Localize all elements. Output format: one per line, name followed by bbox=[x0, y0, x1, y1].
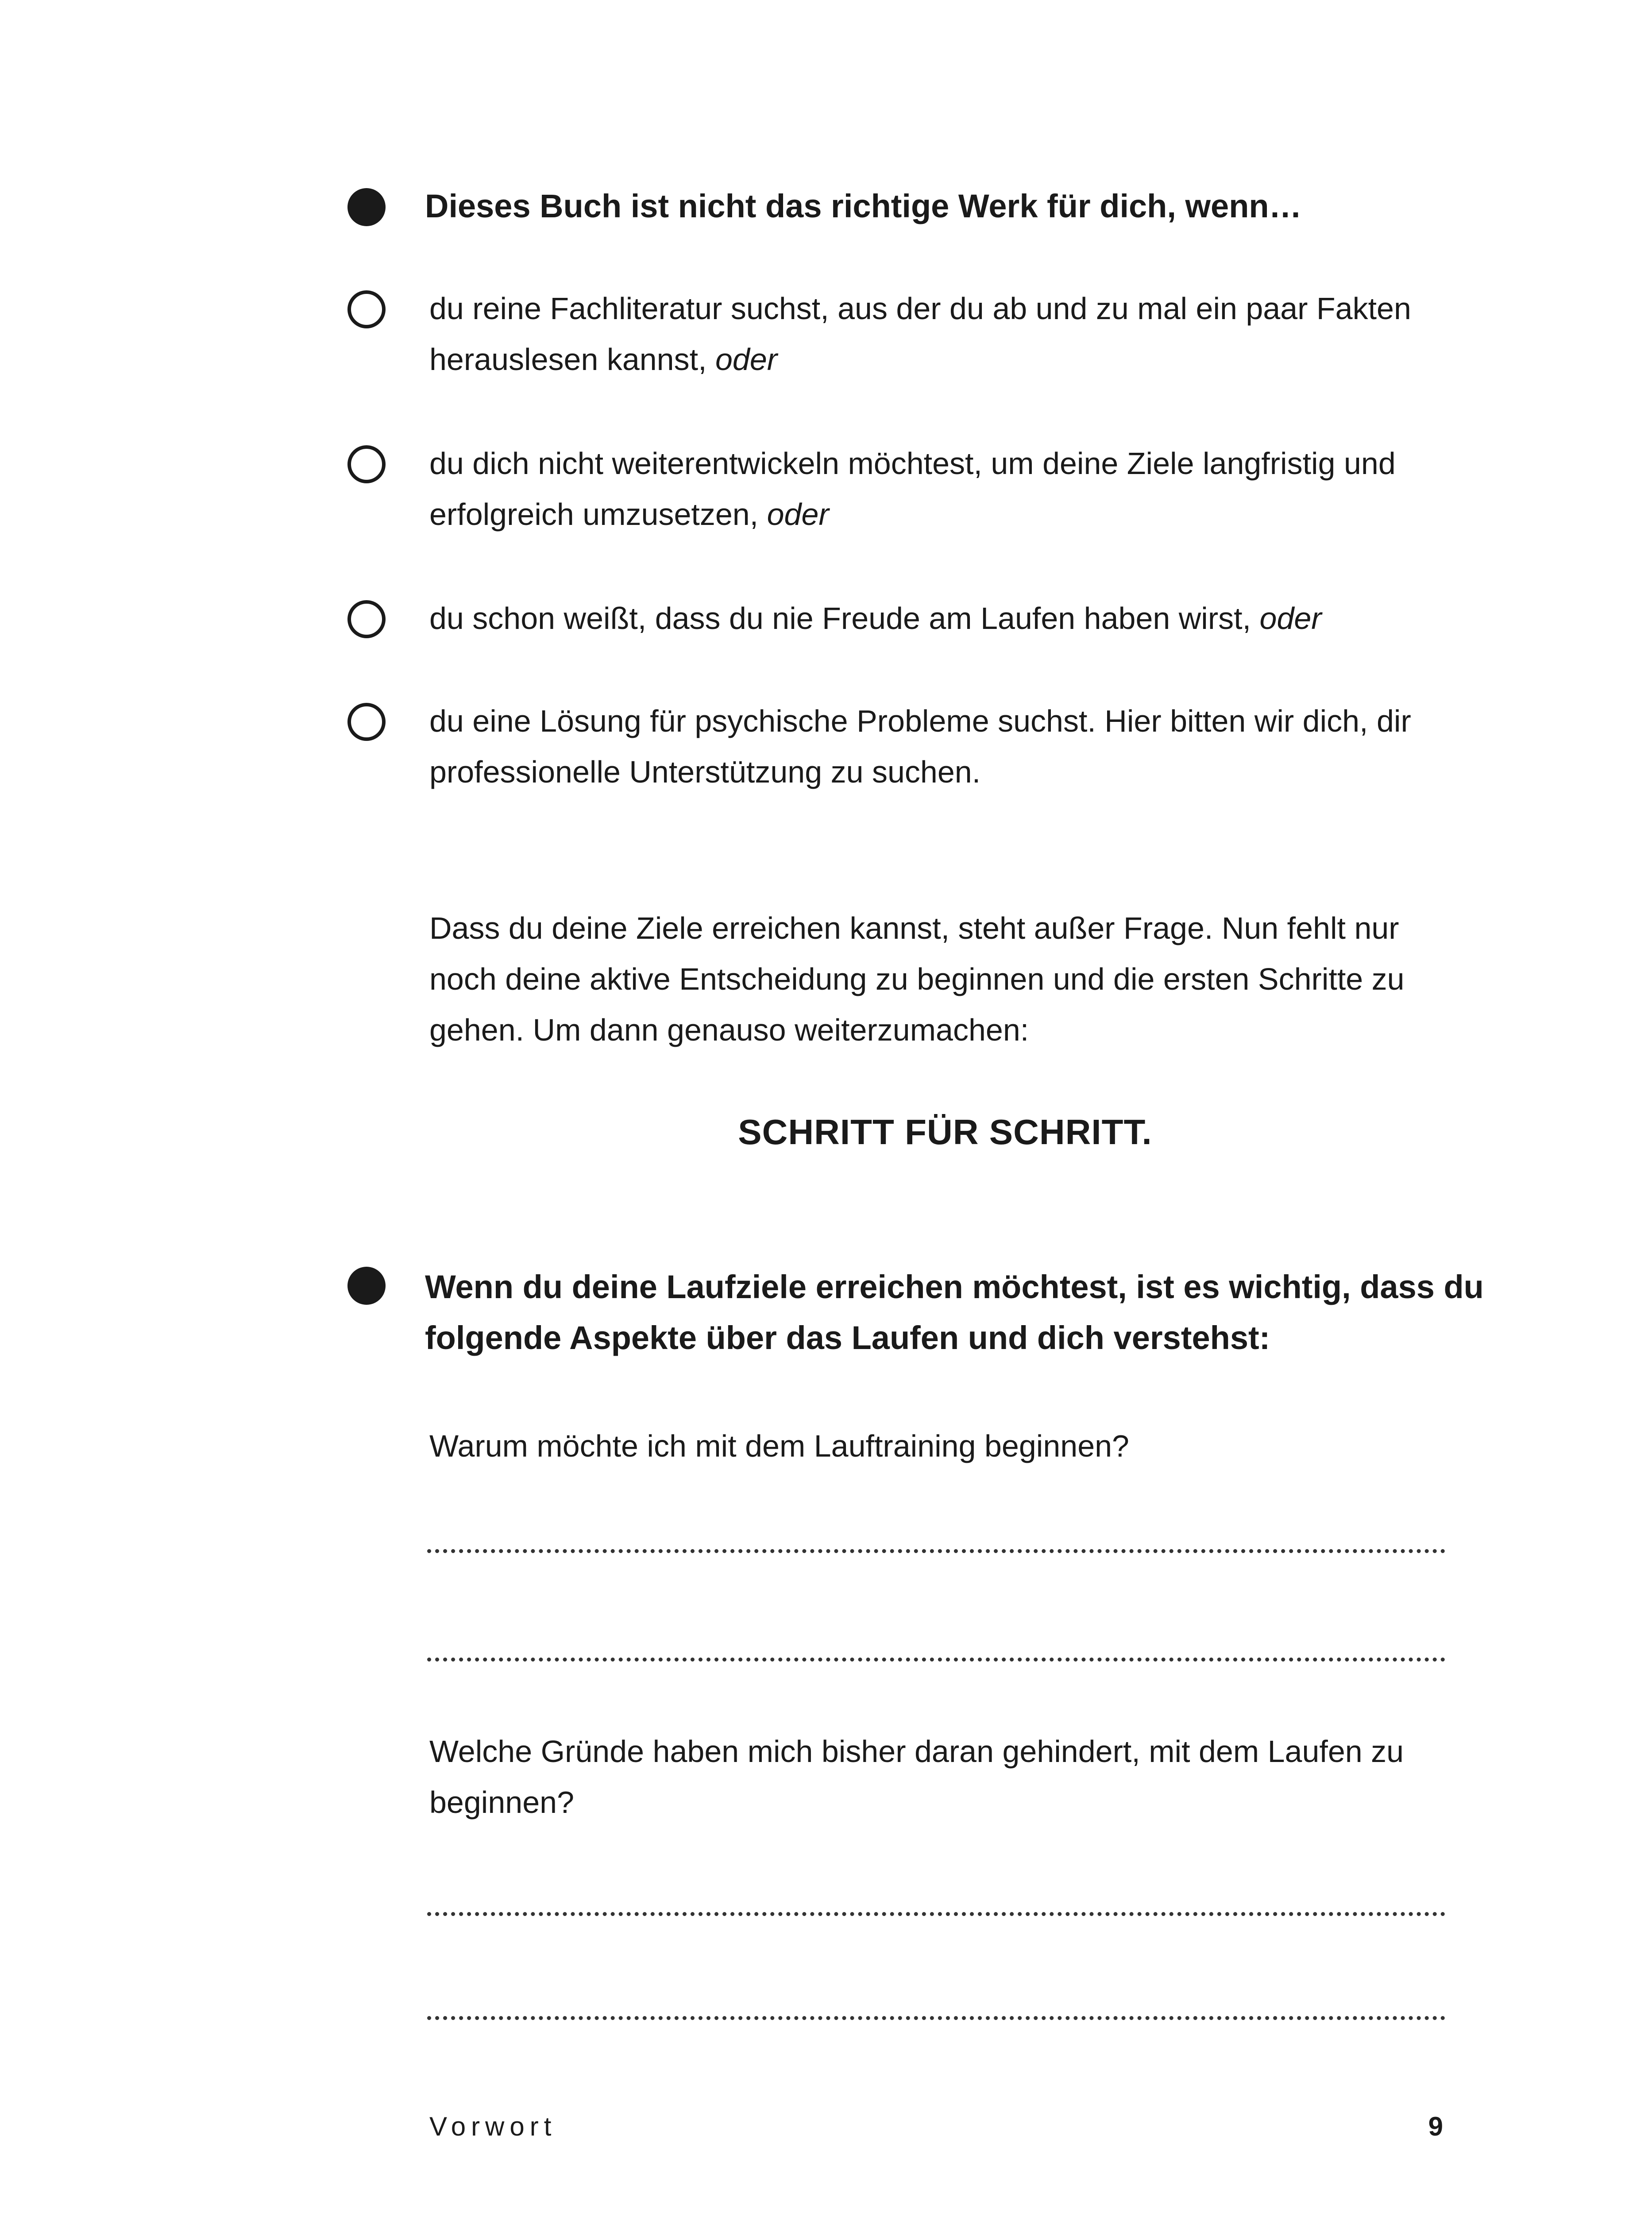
checkbox-circle-icon[interactable] bbox=[347, 445, 386, 483]
page-number: 9 bbox=[1428, 2112, 1443, 2141]
list-item: du dich nicht weiterentwickeln möchtest, um deine Ziele langfristig und erfolgreich umzusetzen, oder bbox=[429, 446, 1396, 532]
list-item: du schon weißt, dass du nie Freude am Laufen haben wirst, oder bbox=[429, 601, 1322, 636]
filled-bullet-icon bbox=[347, 188, 386, 226]
checkbox-circle-icon[interactable] bbox=[347, 290, 386, 328]
filled-bullet-icon bbox=[347, 1267, 386, 1305]
checkbox-circle-icon[interactable] bbox=[347, 600, 386, 638]
answer-line[interactable] bbox=[427, 1912, 1445, 1916]
section-heading-goals: Wenn du deine Laufziele erreichen möchtest, ist es wichtig, dass du folgende Aspekte über das Laufen und dich verstehst: bbox=[425, 1268, 1484, 1356]
answer-line[interactable] bbox=[427, 1658, 1445, 1662]
answer-line[interactable] bbox=[427, 1549, 1445, 1553]
footer-section-label: Vorwort bbox=[429, 2112, 557, 2141]
question-why-start: Warum möchte ich mit dem Lauftraining beginnen? bbox=[429, 1429, 1129, 1463]
question-what-hindered: Welche Gründe haben mich bisher daran gehindert, mit dem Laufen zu beginnen? bbox=[429, 1734, 1404, 1820]
list-item: du eine Lösung für psychische Probleme suchst. Hier bitten wir dich, dir professionelle Unterstützung zu suchen. bbox=[429, 704, 1411, 789]
motto-heading: SCHRITT FÜR SCHRITT. bbox=[738, 1112, 1152, 1152]
answer-line[interactable] bbox=[427, 2016, 1445, 2020]
checkbox-circle-icon[interactable] bbox=[347, 703, 386, 741]
section-heading-not-for-you: Dieses Buch ist nicht das richtige Werk für dich, wenn… bbox=[425, 188, 1302, 224]
list-item: du reine Fachliteratur suchst, aus der du ab und zu mal ein paar Fakten herauslesen kannst, oder bbox=[429, 291, 1411, 377]
intro-paragraph: Dass du deine Ziele erreichen kannst, steht außer Frage. Nun fehlt nur noch deine aktive Entscheidung zu beginnen und die ersten Schritte zu gehen. Um dann genauso weiterzumachen: bbox=[429, 911, 1405, 1047]
